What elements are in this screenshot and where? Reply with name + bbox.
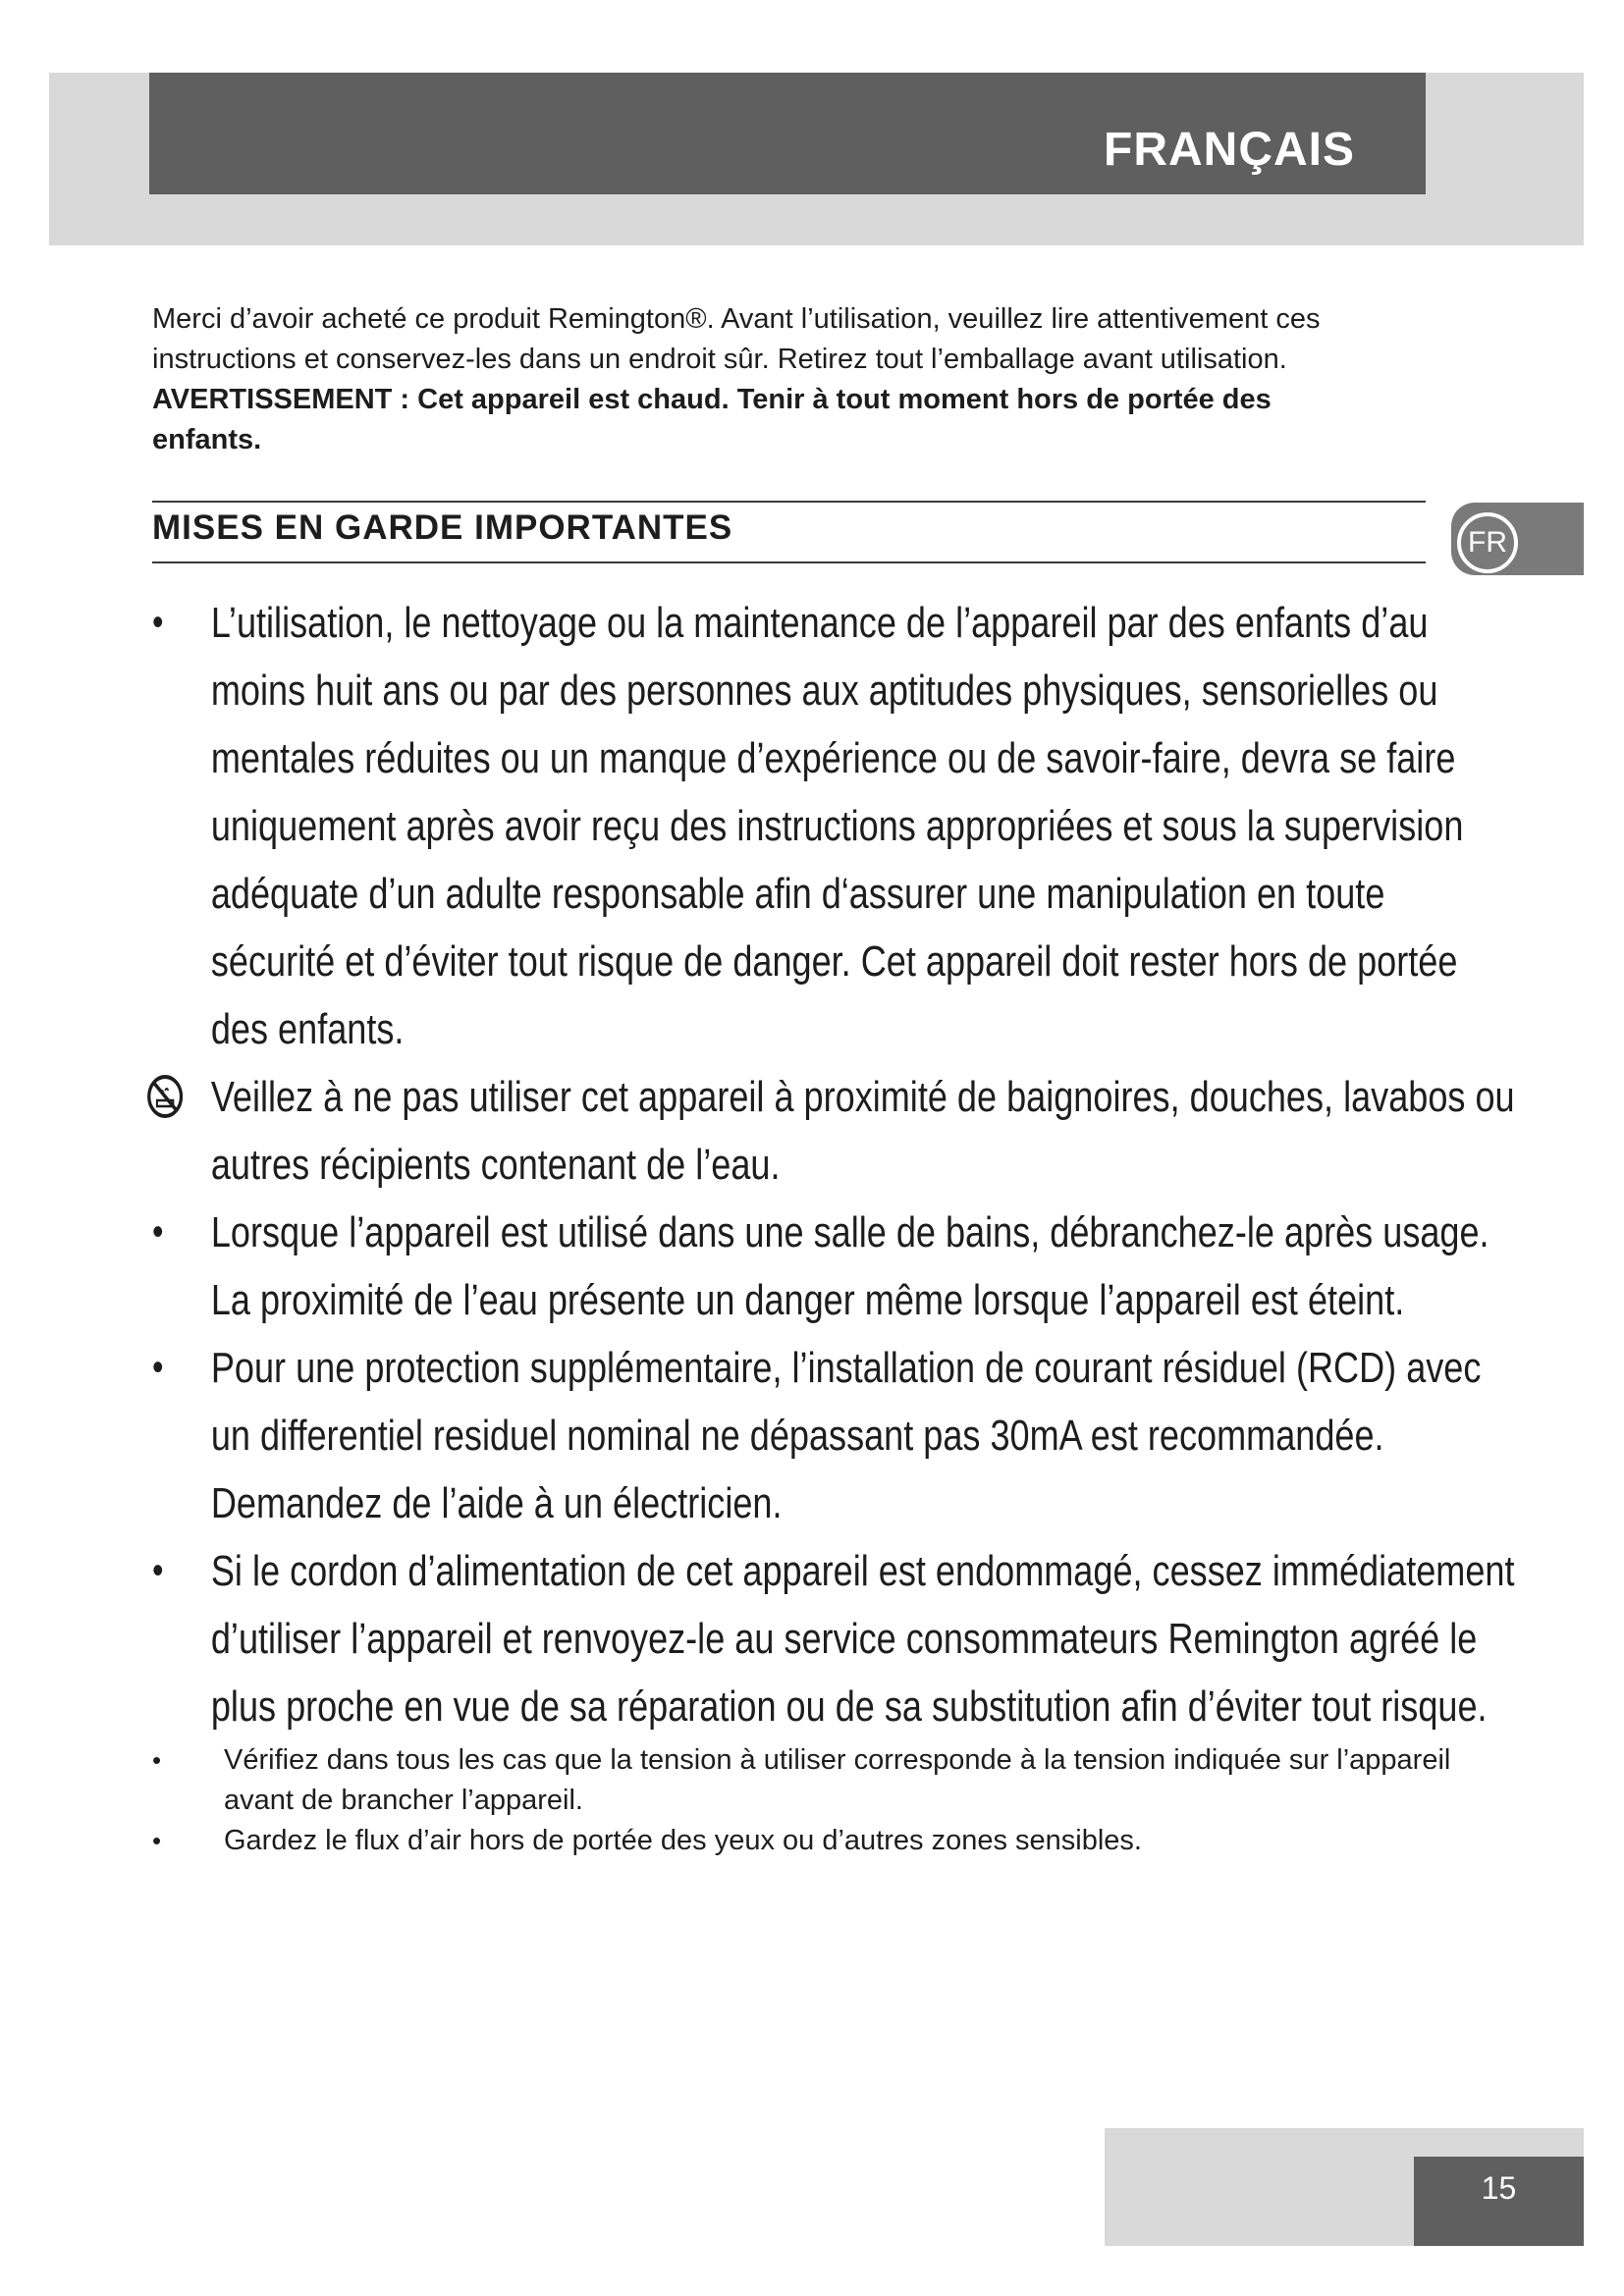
page-number: 15 <box>1481 2170 1517 2206</box>
language-title: FRANÇAIS <box>1104 124 1355 176</box>
warning-item <box>152 589 1515 1063</box>
warning-item <box>152 1334 1515 1537</box>
warning-text: Si le cordon d’alimentation de cet appareil est endommagé, cessez immédiatement d’utiliser l’appareil et renvoyez-le au service consommateurs Remington agréé le plus proche en vue de sa réparation ou de sa substitution afin d’éviter tout risque. <box>210 1547 1515 1731</box>
warning-text: Lorsque l’appareil est utilisé dans une salle de bains, débranchez-le après usage. La proximité de l’eau présente un danger même lorsque l’appareil est éteint. <box>210 1208 1489 1324</box>
heading-top-rule <box>152 501 1426 503</box>
warning-text: Vérifiez dans tous les cas que la tension à utiliser corresponde à la tension indiquée sur l’appareil avant de brancher l’appareil. <box>224 1744 1451 1816</box>
bullet: • <box>152 1346 164 1389</box>
intro-paragraph <box>152 299 1370 460</box>
warnings-list <box>152 589 1515 1861</box>
warning-item <box>152 1199 1515 1334</box>
intro-text: Merci d’avoir acheté ce produit Remington®. Avant l’utilisation, veuillez lire attentivement ces instructions et conservez-les dans un endroit sûr. Retirez tout l’emballage avant utilisation. <box>152 303 1321 375</box>
warning-item <box>152 1537 1515 1740</box>
intro-warning: AVERTISSEMENT : Cet appareil est chaud. Tenir à tout moment hors de portée des enfants. <box>152 384 1272 455</box>
no-water-icon <box>145 1073 184 1120</box>
warning-text: L’utilisation, le nettoyage ou la maintenance de l’appareil par des enfants d’au moins huit ans ou par des personnes aux aptitudes physiques, sensorielles ou mentales réduites ou un manque d’expérience ou de savoir-faire, devra se faire uniquement après avoir reçu des instructions appropriées et sous la supervision adéquate d’un adulte responsable afin d‘assurer une manipulation en toute sécurité et d’éviter tout risque de danger. Cet appareil doit rester hors de portée des enfants. <box>210 599 1464 1053</box>
warning-item <box>152 1063 1515 1199</box>
language-badge: FR <box>1457 512 1518 573</box>
bullet: • <box>152 1745 162 1775</box>
bullet: • <box>152 1210 164 1254</box>
warning-text: Veillez à ne pas utiliser cet appareil à proximité de baignoires, douches, lavabos ou autres récipients contenant de l’eau. <box>210 1073 1515 1189</box>
bullet: • <box>152 601 164 644</box>
header-bar <box>149 73 1426 194</box>
page-number-box <box>1414 2157 1584 2246</box>
bullet: • <box>152 1549 164 1592</box>
bullet: • <box>152 1826 162 1855</box>
warning-text: Gardez le flux d’air hors de portée des yeux ou d’autres zones sensibles. <box>224 1825 1142 1856</box>
warning-item <box>152 1821 1458 1861</box>
warning-item <box>152 1740 1458 1821</box>
warning-text: Pour une protection supplémentaire, l’installation de courant résiduel (RCD) avec un differentiel residuel nominal ne dépassant pas 30mA est recommandée. Demandez de l’aide à un électricien. <box>210 1344 1482 1527</box>
heading-bottom-rule <box>152 561 1426 563</box>
section-heading: MISES EN GARDE IMPORTANTES <box>152 508 733 547</box>
